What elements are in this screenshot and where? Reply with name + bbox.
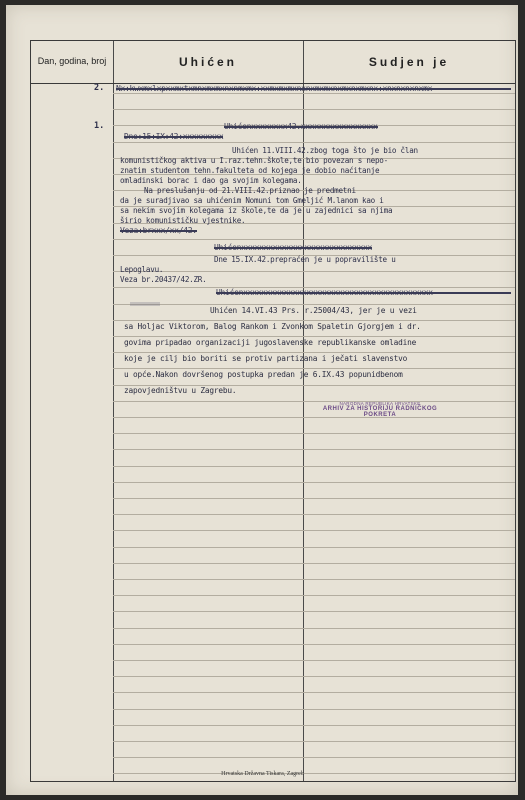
text-line: sa Holjac Viktorom, Balog Rankom i Zvonkom Spaletin Gjorgjem i dr. <box>124 322 421 331</box>
struck-line: Uhićenxxxxxxxx42.xxxxxxxxxxxxxxxxx <box>224 122 378 131</box>
struck-line: Uhićenxxxxxxxxxxxxxxxxxxxxxxxxxxxxx <box>214 243 373 252</box>
ruled-line <box>113 482 515 483</box>
struck-line: Uhićenxxxxxxxxxxxxxxxxxxxxxxxxxxxxxxxxxxxxxxxxxx <box>216 288 511 297</box>
entry-number-2: 2. <box>94 83 105 93</box>
text-line: zapovjedništvu u Zagrebu. <box>124 386 237 395</box>
ruled-line <box>113 271 515 272</box>
text-line: Dne 15.IX.42.prepraćen je u popravilište u <box>214 255 396 264</box>
ruled-line <box>113 692 515 693</box>
column-divider <box>113 41 114 781</box>
ruled-line <box>113 466 515 467</box>
struck-line: Veza:brxxx/xx/42. <box>120 226 197 235</box>
text-line: u opće.Nakon dovršenog postupka predan je 6.IX.43 popunidbenom <box>124 370 403 379</box>
text-line: Uhićen 14.VI.43 Prs. r.25004/43, jer je u vezi <box>210 306 417 315</box>
ruled-line <box>113 611 515 612</box>
text-line: znatim studentom tehn.fakulteta od kojega je dobio naćitanje <box>120 166 380 175</box>
text-line: sa nekim svojim kolegama iz škole,te da je u zajednici sa njima <box>120 206 393 215</box>
text-line: Uhićen 11.VIII.42.zbog toga što je bio član <box>232 146 418 155</box>
text-line: omladinski borac i dao ga svojim kolegama. <box>120 176 302 185</box>
header-sentenced-column: Sudjen je <box>368 55 450 69</box>
ruled-line <box>113 676 515 677</box>
archive-stamp <box>314 401 446 418</box>
ruled-line <box>113 741 515 742</box>
ruled-line <box>113 530 515 531</box>
ruled-line <box>113 563 515 564</box>
ruled-line <box>113 644 515 645</box>
ruled-line <box>113 628 515 629</box>
ruled-line <box>113 709 515 710</box>
ruled-line <box>113 725 515 726</box>
text-line: komunističkog aktiva u I.raz.tehn.škole,te bio povezan s nepo- <box>120 156 388 165</box>
header-date-column: Dan, godina, broj <box>37 56 107 67</box>
text-line: Na preslušanju od 21.VIII.42.priznao je predmetni <box>144 186 356 195</box>
stamp-line: ARHIV ZA HISTORIJU RADNIČKOG POKRETA <box>322 406 438 418</box>
text-line: Lepoglavu. <box>120 265 164 274</box>
ruled-line <box>113 660 515 661</box>
text-line: širio komunističku vjestnike. <box>120 216 246 225</box>
text-line: Veza br.20437/42.ZR. <box>120 275 207 284</box>
document-sheet <box>6 5 518 795</box>
ruled-line <box>113 579 515 580</box>
ink-blot <box>130 302 160 306</box>
struck-line: Dne:15:IX:42:xxxxxxxxx <box>124 132 224 141</box>
entry-number-1: 1. <box>94 121 105 131</box>
text-line: koje je cilj bio boriti se protiv partizana i ječati slavenstvo <box>124 354 408 363</box>
ruled-line <box>113 514 515 515</box>
printer-imprint: Hrvatska Državna Tiskara, Zagreb <box>221 771 304 777</box>
header-arrested-column: Uhićen <box>178 55 237 69</box>
ruled-line <box>113 109 515 110</box>
ruled-line <box>113 547 515 548</box>
ruled-line <box>113 239 515 240</box>
text-line: da je suradjivao sa uhićenim Nomuni tom Gmeljić M.lanom kao i <box>120 196 384 205</box>
ruled-line <box>113 449 515 450</box>
ruled-line <box>113 142 515 143</box>
ruled-line <box>113 433 515 434</box>
ruled-line <box>113 498 515 499</box>
stamp-line: NARODNA REPUBLIKA HRVATSKE <box>339 401 421 406</box>
text-line: govima pripadao organizaciji jugoslavenske republikanske omladine <box>124 338 417 347</box>
ruled-line <box>113 757 515 758</box>
ruled-line <box>113 93 515 94</box>
struck-line: Nx:kwxmxlxpxxmxtxmnxmxmxnxnmxmx:xxmxmxmxnxnxmxmxnxmxnxmxnx:xnxnxnxnxmx <box>116 84 511 93</box>
ruled-line <box>113 595 515 596</box>
